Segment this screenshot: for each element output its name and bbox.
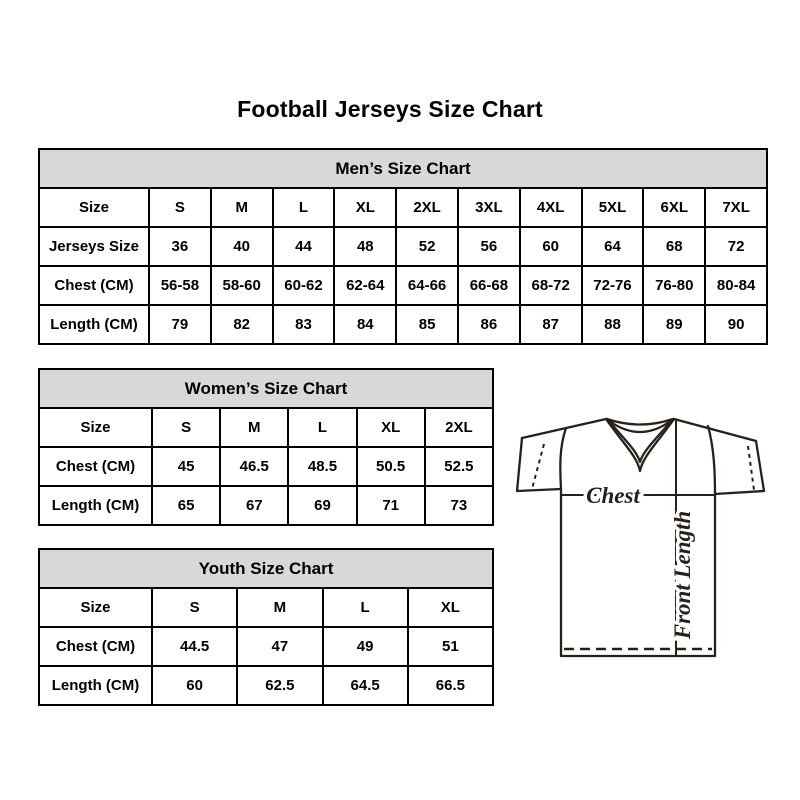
womens-chest-row <box>39 447 493 486</box>
front-length-label: Front Length <box>670 510 695 640</box>
size-header-cell: XL <box>334 188 396 227</box>
value-cell: 66.5 <box>408 666 493 705</box>
value-cell: 48 <box>334 227 396 266</box>
womens-table-header: Women’s Size Chart <box>39 369 493 408</box>
value-cell: 47 <box>237 627 322 666</box>
value-cell: 60 <box>520 227 582 266</box>
size-header-cell: S <box>152 588 237 627</box>
value-cell: 69 <box>288 486 356 525</box>
mens-table-header: Men’s Size Chart <box>39 149 767 188</box>
mens-chest-row <box>39 266 767 305</box>
womens-size-row <box>39 408 493 447</box>
value-cell: 89 <box>643 305 705 344</box>
value-cell: 48.5 <box>288 447 356 486</box>
youth-size-row <box>39 588 493 627</box>
row-label: Length (CM) <box>39 486 152 525</box>
value-cell: 80-84 <box>705 266 767 305</box>
youth-table-header: Youth Size Chart <box>39 549 493 588</box>
size-header-cell: L <box>288 408 356 447</box>
size-header-cell: M <box>237 588 322 627</box>
jersey-collar-outer-v <box>606 419 674 471</box>
size-header-cell: M <box>211 188 273 227</box>
value-cell: 79 <box>149 305 211 344</box>
value-cell: 85 <box>396 305 458 344</box>
size-header-cell: 3XL <box>458 188 520 227</box>
value-cell: 49 <box>323 627 408 666</box>
jersey-right-cuff-dashed-line <box>748 446 754 490</box>
jersey-left-sleeve <box>517 438 561 491</box>
value-cell: 64-66 <box>396 266 458 305</box>
value-cell: 86 <box>458 305 520 344</box>
value-cell: 45 <box>152 447 220 486</box>
size-header-cell: L <box>273 188 335 227</box>
value-cell: 66-68 <box>458 266 520 305</box>
value-cell: 58-60 <box>211 266 273 305</box>
youth-chest-row <box>39 627 493 666</box>
value-cell: 56-58 <box>149 266 211 305</box>
value-cell: 62.5 <box>237 666 322 705</box>
jersey-collar-opening <box>607 419 673 425</box>
value-cell: 60-62 <box>273 266 335 305</box>
jersey-right-shoulder <box>674 419 756 441</box>
size-header-cell: XL <box>357 408 425 447</box>
value-cell: 46.5 <box>220 447 288 486</box>
value-cell: 87 <box>520 305 582 344</box>
row-label: Length (CM) <box>39 666 152 705</box>
value-cell: 52.5 <box>425 447 493 486</box>
row-label: Size <box>39 408 152 447</box>
value-cell: 68-72 <box>520 266 582 305</box>
size-header-cell: XL <box>408 588 493 627</box>
value-cell: 56 <box>458 227 520 266</box>
value-cell: 36 <box>149 227 211 266</box>
value-cell: 73 <box>425 486 493 525</box>
value-cell: 68 <box>643 227 705 266</box>
row-label: Chest (CM) <box>39 447 152 486</box>
value-cell: 72-76 <box>582 266 644 305</box>
mens-jerseys-size-row <box>39 227 767 266</box>
value-cell: 51 <box>408 627 493 666</box>
value-cell: 44.5 <box>152 627 237 666</box>
mens-length-row <box>39 305 767 344</box>
size-header-cell: L <box>323 588 408 627</box>
youth-length-row <box>39 666 493 705</box>
jersey-measurement-diagram <box>500 403 770 673</box>
chest-label: Chest <box>586 483 640 508</box>
size-header-cell: 5XL <box>582 188 644 227</box>
jersey-left-cuff-dashed-line <box>532 444 544 489</box>
size-header-cell: 4XL <box>520 188 582 227</box>
row-label: Chest (CM) <box>39 627 152 666</box>
size-header-cell: S <box>149 188 211 227</box>
value-cell: 62-64 <box>334 266 396 305</box>
size-header-cell: M <box>220 408 288 447</box>
womens-size-table <box>38 368 494 526</box>
jersey-right-sleeve <box>715 441 764 494</box>
value-cell: 52 <box>396 227 458 266</box>
value-cell: 40 <box>211 227 273 266</box>
jersey-left-armhole <box>560 428 566 489</box>
size-header-cell: 6XL <box>643 188 705 227</box>
jersey-right-armhole <box>708 426 715 494</box>
value-cell: 88 <box>582 305 644 344</box>
value-cell: 76-80 <box>643 266 705 305</box>
value-cell: 71 <box>357 486 425 525</box>
value-cell: 84 <box>334 305 396 344</box>
value-cell: 50.5 <box>357 447 425 486</box>
value-cell: 72 <box>705 227 767 266</box>
value-cell: 67 <box>220 486 288 525</box>
womens-length-row <box>39 486 493 525</box>
youth-size-table <box>38 548 494 706</box>
mens-size-table <box>38 148 768 345</box>
value-cell: 64 <box>582 227 644 266</box>
row-label: Size <box>39 588 152 627</box>
row-label: Size <box>39 188 149 227</box>
size-header-cell: S <box>152 408 220 447</box>
value-cell: 44 <box>273 227 335 266</box>
value-cell: 60 <box>152 666 237 705</box>
value-cell: 83 <box>273 305 335 344</box>
mens-size-row <box>39 188 767 227</box>
value-cell: 90 <box>705 305 767 344</box>
value-cell: 82 <box>211 305 273 344</box>
size-header-cell: 2XL <box>396 188 458 227</box>
row-label: Length (CM) <box>39 305 149 344</box>
value-cell: 64.5 <box>323 666 408 705</box>
size-header-cell: 7XL <box>705 188 767 227</box>
row-label: Jerseys Size <box>39 227 149 266</box>
size-header-cell: 2XL <box>425 408 493 447</box>
page-title: Football Jerseys Size Chart <box>237 96 543 122</box>
value-cell: 65 <box>152 486 220 525</box>
row-label: Chest (CM) <box>39 266 149 305</box>
